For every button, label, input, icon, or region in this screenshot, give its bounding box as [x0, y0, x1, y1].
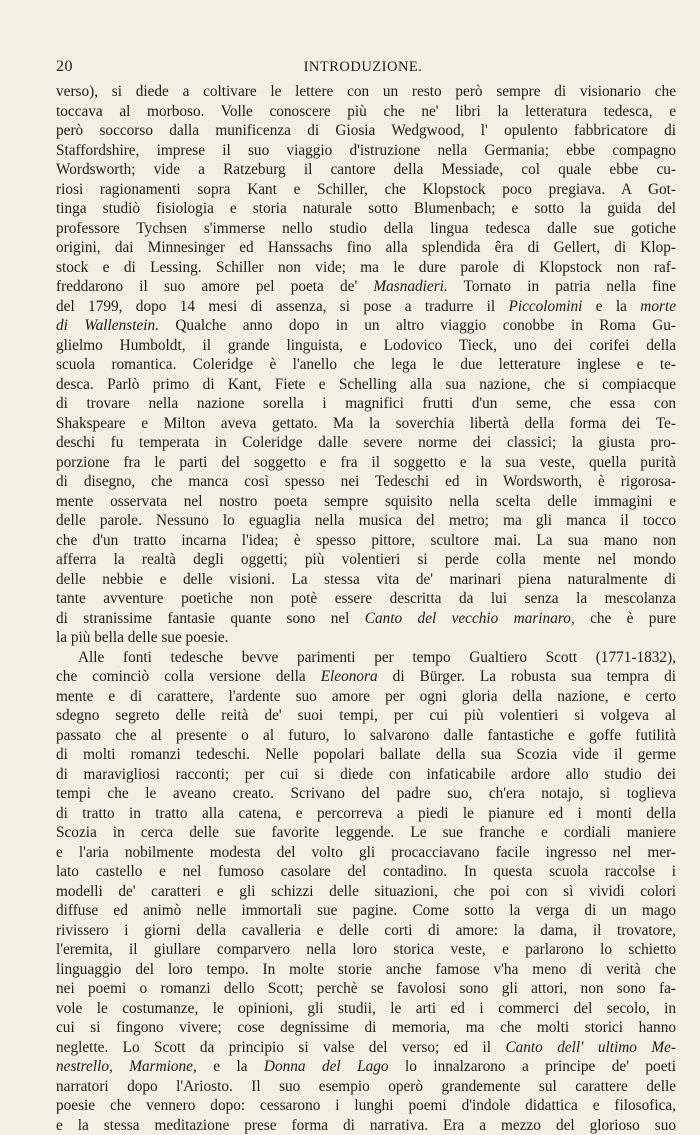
text-run: Shakspeare e Milton aveva gettato. Ma la soverchia libertà della forma dei Te- [56, 415, 676, 432]
text-run: professore Tychsen s'immerse nello studio della lingua tedesca dalle sue gotiche [56, 220, 676, 237]
text-line [56, 687, 676, 707]
text-line [56, 882, 676, 902]
text-run: mente osservata nel nostro poeta sempre squisito nella scelta delle immagini e [56, 493, 676, 510]
text-line [56, 1096, 676, 1116]
text-run: neglette. Lo Scott da principio si valse del verso; ed il [56, 1039, 505, 1056]
text-line [56, 784, 676, 804]
text-line [56, 823, 676, 843]
text-line [56, 999, 676, 1019]
text-run: e la stessa meditazione prese forma di narrativa. Era a mezzo del glorioso suo [56, 1117, 676, 1134]
text-run: che è pure [575, 610, 676, 627]
text-line [56, 531, 676, 551]
text-line [56, 394, 676, 414]
text-run: desca. Parlò primo di Kant, Fiete e Schelling alla sua nazione, che si compiacque [56, 376, 676, 393]
text-run: e l'aria nobilmente modesta del volto gli procacciavano facile ingresso nel mer- [56, 844, 676, 861]
text-run: scuola romantica. Coleridge è l'anello che lega le due letterature inglese e te- [56, 356, 676, 373]
text-run: che cominciò colla versione della [56, 668, 321, 685]
text-line [56, 160, 676, 180]
text-line [56, 648, 676, 668]
text-line [56, 180, 676, 200]
italic-title: Donna del Lago [264, 1058, 389, 1075]
text-line [56, 804, 676, 824]
running-title: INTRODUZIONE. [56, 59, 670, 76]
text-run: e la [197, 1058, 264, 1075]
text-line [56, 453, 676, 473]
text-run: afferra la realtà degli oggetti; più volentieri si perde colla mente nel mondo [56, 551, 676, 568]
text-run: toccava al morboso. Volle conoscere più che ne' libri la letteratura tedesca, e [56, 103, 676, 120]
text-run: glielmo Humboldt, il grande linguista, e Lodovico Tieck, uno dei corifei della [56, 337, 676, 354]
text-run: mente e di carattere, l'ardente suo amore per ogni gloria della nazione, e certo [56, 688, 676, 705]
text-run: cui si fingono vivere; cose degnissime di memoria, ma che molti storici hanno [56, 1019, 676, 1036]
text-run: porzione fra le parti del soggetto e fra il soggetto e la sua veste, quella purità [56, 454, 676, 471]
text-run: riosi ragionamenti sopra Kant e Schiller, che Klopstock poco pregiava. A Got- [56, 181, 676, 198]
text-line [56, 199, 676, 219]
text-run: tante avventure poetiche non potè essere descritta da lui senza la mescolanza [56, 590, 676, 607]
text-run: deschi fu temperata in Coleridge dalle severe norme dei classici; la giusta pro- [56, 434, 676, 451]
text-line [56, 960, 676, 980]
italic-title: nestrello, Marmione, [56, 1058, 197, 1075]
text-line [56, 940, 676, 960]
text-line [56, 472, 676, 492]
text-run: del 1799, dopo 14 mesi di assenza, si pose a tradurre il [56, 298, 508, 315]
text-run: di trovare nella nazione sorella i magnifici frutti d'un seme, che essa con [56, 395, 676, 412]
text-line [56, 1057, 676, 1077]
text-run: l'eremita, il giullare comparvero nella loro storica veste, e parlarono lo schietto [56, 941, 676, 958]
text-line [56, 706, 676, 726]
text-line [56, 550, 676, 570]
text-run: poesie che vennero dopo: cessarono i lunghi poemi d'indole didattica e filosofica, [56, 1097, 676, 1114]
italic-title: Canto del vecchio marinaro, [365, 610, 575, 627]
text-run: di maravigliosi racconti; per cui si diede con infaticabile ardore allo studio dei [56, 766, 676, 783]
text-line [56, 570, 676, 590]
text-run: verso), si diede a coltivare le lettere con un resto però sempre di visionario che [56, 83, 676, 100]
text-line [56, 1077, 676, 1097]
text-run: passato che al presente o al futuro, lo salvarono dalle fantastiche e goffe futilità [56, 727, 676, 744]
text-line [56, 414, 676, 434]
text-run: narratori dopo l'Ariosto. Il suo esempio operò grandemente sul carattere delle [56, 1078, 676, 1095]
text-line [56, 375, 676, 395]
italic-title: Piccolomini [508, 298, 582, 315]
text-run: di tratto in tratto alla catena, e percorreva a piedi le pianure ed i monti della [56, 805, 676, 822]
text-run: Wordsworth; vide a Ratzeburg il cantore della Messiade, col quale ebbe cu- [56, 161, 676, 178]
text-line [56, 843, 676, 863]
text-run: tinga studiò fisiologia e storia naturale sotto Blumenbach; e sotto la guida del [56, 200, 676, 217]
text-run: lato castello e nel fumoso casolare del contadino. In questa scuola raccolse i [56, 863, 676, 880]
text-run: tempi che le aveano creato. Scrivano del padre suo, ch'era notajo, si toglieva [56, 785, 676, 802]
text-run: origini, dai Minnesinger ed Hanssachs fino alla splendida êra di Gellert, di Klop- [56, 239, 676, 256]
text-run: Alle fonti tedesche bevve parimenti per tempo Gualtiero Scott (1771-1832), [78, 649, 676, 666]
text-run: Qualche anno dopo in un altro viaggio conobbe in Roma Gu- [159, 317, 676, 334]
text-line [56, 238, 676, 258]
text-run: però soccorso dalla munificenza di Giosia Wedgwood, l' opulento fabbricatore di [56, 122, 676, 139]
text-run: di molti romanzi tedeschi. Nelle popolari ballate della sua Scozia vide il germe [56, 746, 676, 763]
text-line [56, 511, 676, 531]
page-header [56, 58, 670, 78]
text-run: sdegno segreto delle reità de' suoi tempi, per cui più volentieri si volgeva al [56, 707, 676, 724]
text-line [56, 1116, 676, 1135]
page-number: 20 [56, 58, 73, 76]
text-run: vole le costumanze, le opinioni, gli studii, le arti ed i commerci del secolo, in [56, 1000, 676, 1017]
text-line [56, 121, 676, 141]
text-line [56, 726, 676, 746]
text-line [56, 492, 676, 512]
text-run: la più bella delle sue poesie. [56, 629, 228, 646]
italic-title: morte [640, 298, 676, 315]
body-text [56, 82, 676, 1135]
text-line [56, 901, 676, 921]
text-line [56, 1038, 676, 1058]
text-run: linguaggio del loro tempo. In molte storie anche famose v'ha meno di verità che [56, 961, 676, 978]
text-line [56, 765, 676, 785]
text-line [56, 258, 676, 278]
text-run: delle parole. Nessuno lo eguaglia nella musica del metro; ma gli manca il tocco [56, 512, 676, 529]
text-line [56, 102, 676, 122]
text-line [56, 921, 676, 941]
text-run: che d'un tratto incarna l'idea; è spesso pittore, scultore mai. La sua mano non [56, 532, 676, 549]
text-line [56, 277, 676, 297]
text-run: modelli de' caratteri e gli schizzi delle situazioni, che poi con sì vividi colori [56, 883, 676, 900]
text-line [56, 745, 676, 765]
text-run: stock e di Lessing. Schiller non vide; ma le dure parole di Klopstock non raf- [56, 259, 676, 276]
text-run: Staffordshire, imprese il suo viaggio d'istruzione nella Germania; ebbe compagno [56, 142, 676, 159]
text-run: Scozia in cerca delle sue favorite leggende. Le sue franche e cordiali maniere [56, 824, 676, 841]
text-line [56, 667, 676, 687]
italic-title: di Wallenstein. [56, 317, 159, 334]
text-line [56, 355, 676, 375]
text-run: di stranissime fantasie quante sono nel [56, 610, 365, 627]
text-line [56, 433, 676, 453]
italic-title: Eleonora [321, 668, 378, 685]
text-line [56, 297, 676, 317]
text-run: delle nebbie e delle visioni. La stessa vita de' marinari piena naturalmente di [56, 571, 676, 588]
text-run: Tornato in patria nella fine [448, 278, 676, 295]
text-line [56, 979, 676, 999]
text-run: e la [582, 298, 640, 315]
text-line [56, 862, 676, 882]
text-line [56, 219, 676, 239]
text-run: rivissero i giorni della cavalleria e delle corti di amore: la dama, il trovatore, [56, 922, 676, 939]
text-run: lo innalzarono a principe de' poeti [389, 1058, 676, 1075]
text-line [56, 141, 676, 161]
text-run: freddarono il suo amore pel poeta de' [56, 278, 373, 295]
text-run: nei poemi o romanzi dello Scott; perchè se favolosi sono gli attori, non sono fa- [56, 980, 676, 997]
text-line [56, 628, 676, 648]
text-line [56, 336, 676, 356]
text-line [56, 609, 676, 629]
text-run: diffuse ed animò nelle immortali sue pagine. Come sotto la verga di un mago [56, 902, 676, 919]
text-run: di disegno, che manca così spesso nei Tedeschi ed in Wordsworth, è rigorosa- [56, 473, 676, 490]
italic-title: Canto dell' ultimo Me- [505, 1039, 676, 1056]
text-line [56, 316, 676, 336]
text-run: di Bürger. La robusta sua tempra di [378, 668, 676, 685]
text-line [56, 1018, 676, 1038]
text-line [56, 589, 676, 609]
italic-title: Masnadieri. [373, 278, 447, 295]
text-line [56, 82, 676, 102]
